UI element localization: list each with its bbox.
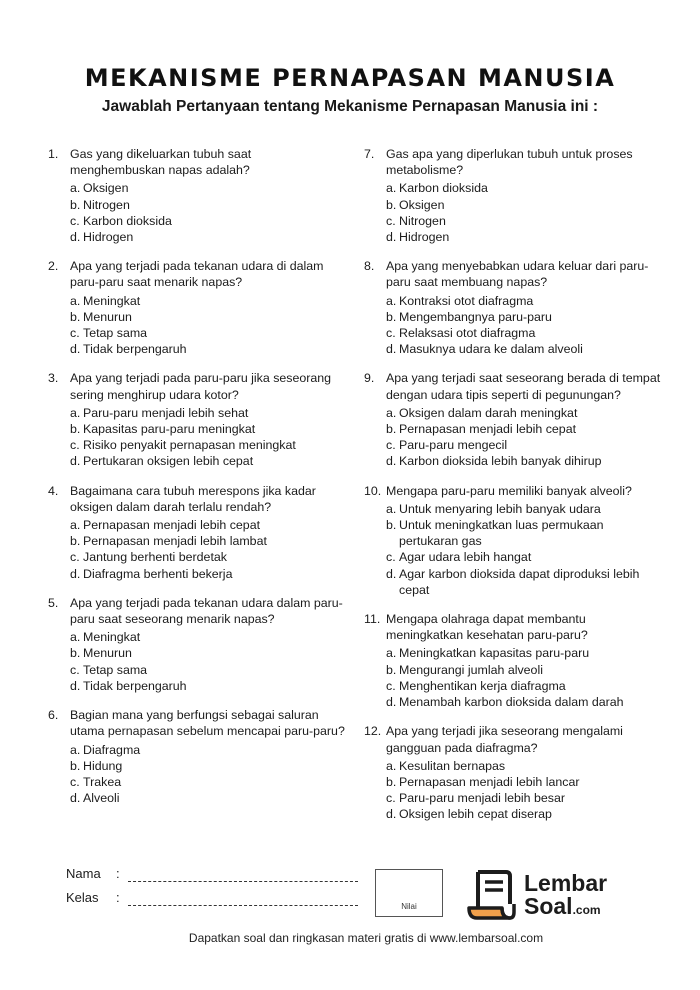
option-text: Meningkat	[83, 293, 141, 308]
option-text: Hidrogen	[83, 230, 134, 245]
answer-option[interactable]	[386, 774, 664, 790]
question-number: 3.	[48, 371, 59, 386]
question-number: 11.	[364, 612, 381, 627]
question-number: 8.	[364, 259, 375, 274]
answer-option[interactable]	[386, 678, 664, 694]
option-letter: a.	[386, 758, 397, 773]
option-text: Tetap sama	[83, 662, 148, 677]
option-letter: c.	[386, 550, 396, 565]
option-letter: d.	[70, 454, 81, 469]
option-text: Meningkatkan kapasitas paru-paru	[399, 646, 590, 661]
kelas-field[interactable]	[128, 905, 358, 906]
question-text: Gas yang dikeluarkan tubuh saat menghembuskan napas adalah?	[70, 147, 252, 178]
answer-option[interactable]	[386, 325, 664, 341]
option-text: Paru-paru mengecil	[399, 438, 508, 453]
answer-option[interactable]	[70, 517, 348, 533]
option-letter: c.	[70, 550, 80, 565]
question-text: Apa yang menyebabkan udara keluar dari paru-paru saat membuang napas?	[386, 259, 649, 290]
answer-option[interactable]	[386, 341, 664, 357]
option-letter: a.	[386, 405, 397, 420]
answer-option[interactable]	[386, 501, 664, 517]
option-letter: c.	[70, 213, 80, 228]
option-letter: b.	[386, 774, 397, 789]
answer-option[interactable]	[70, 341, 348, 357]
option-letter: d.	[386, 807, 397, 822]
option-letter: b.	[70, 197, 81, 212]
option-text: Menghentikan kerja diafragma	[399, 678, 566, 693]
option-text: Kapasitas paru-paru meningkat	[83, 422, 256, 437]
document-scroll-icon	[466, 868, 516, 922]
answer-option[interactable]	[70, 325, 348, 341]
answer-option[interactable]	[386, 790, 664, 806]
option-text: Menambah karbon dioksida dalam darah	[399, 695, 624, 710]
option-text: Hidrogen	[399, 230, 450, 245]
option-text: Tidak berpengaruh	[83, 342, 187, 357]
option-text: Untuk menyaring lebih banyak udara	[399, 501, 601, 516]
option-letter: c.	[386, 791, 396, 806]
option-text: Masuknya udara ke dalam alveoli	[399, 342, 583, 357]
option-text: Paru-paru menjadi lebih besar	[399, 791, 565, 806]
option-letter: a.	[70, 181, 81, 196]
option-letter: c.	[386, 326, 396, 341]
question-text: Bagaimana cara tubuh merespons jika kadar oksigen dalam darah terlalu rendah?	[70, 483, 316, 514]
question-item	[48, 595, 348, 694]
answer-option[interactable]	[70, 742, 348, 758]
answer-option[interactable]	[386, 229, 664, 245]
answer-option[interactable]	[70, 229, 348, 245]
option-letter: d.	[386, 230, 397, 245]
option-letter: d.	[70, 342, 81, 357]
answer-option[interactable]	[386, 566, 664, 598]
answer-option[interactable]	[386, 405, 664, 421]
nilai-label: Nilai	[401, 902, 417, 911]
question-item	[48, 146, 348, 245]
question-text: Mengapa paru-paru memiliki banyak alveoli?	[386, 483, 632, 498]
option-letter: a.	[70, 742, 81, 757]
answer-option[interactable]	[70, 293, 348, 309]
answer-option[interactable]	[386, 758, 664, 774]
question-number: 10.	[364, 483, 382, 498]
option-text: Mengurangi jumlah alveoli	[399, 662, 543, 677]
option-letter: b.	[70, 646, 81, 661]
question-text: Apa yang terjadi pada paru-paru jika seseorang sering menghirup udara kotor?	[70, 371, 332, 402]
answer-option[interactable]	[386, 180, 664, 196]
option-text: Tetap sama	[83, 326, 148, 341]
option-text: Meningkat	[83, 630, 141, 645]
option-letter: d.	[70, 230, 81, 245]
option-letter: b.	[386, 662, 397, 677]
option-letter: c.	[70, 326, 80, 341]
logo-text-lembar: Lembar	[524, 870, 608, 896]
question-text: Apa yang terjadi pada tekanan udara di dalam paru-paru saat menarik napas?	[70, 259, 324, 290]
answer-option[interactable]	[70, 213, 348, 229]
questions-column-left	[48, 146, 348, 819]
answer-option[interactable]	[70, 197, 348, 213]
option-text: Pertukaran oksigen lebih cepat	[83, 454, 254, 469]
option-letter: d.	[386, 566, 397, 581]
question-text: Apa yang terjadi pada tekanan udara dalam paru-paru saat seseorang menarik napas?	[70, 595, 343, 627]
option-text: Agar udara lebih hangat	[399, 550, 532, 565]
answer-option[interactable]	[70, 774, 348, 790]
option-letter: b.	[386, 518, 397, 533]
answer-option[interactable]	[70, 662, 348, 678]
question-number: 5.	[48, 595, 59, 610]
answer-option[interactable]	[386, 662, 664, 678]
answer-option[interactable]	[70, 566, 348, 582]
answer-option[interactable]	[70, 758, 348, 774]
option-letter: c.	[70, 438, 80, 453]
question-text: Bagian mana yang berfungsi sebagai saluran utama pernapasan sebelum mencapai paru-paru?	[70, 708, 345, 739]
question-text: Gas apa yang diperlukan tubuh untuk proses metabolisme?	[386, 147, 633, 178]
kelas-colon: :	[116, 890, 120, 905]
answer-option[interactable]	[70, 678, 348, 694]
option-text: Alveoli	[83, 791, 120, 806]
answer-option[interactable]	[70, 549, 348, 565]
option-text: Oksigen	[399, 197, 445, 212]
answer-option[interactable]	[386, 694, 664, 710]
answer-option[interactable]	[386, 806, 664, 822]
answer-option[interactable]	[70, 645, 348, 661]
question-text: Apa yang terjadi jika seseorang mengalami gangguan pada diafragma?	[386, 724, 623, 755]
option-letter: d.	[386, 454, 397, 469]
option-letter: d.	[386, 695, 397, 710]
option-text: Karbon dioksida	[399, 181, 488, 196]
option-text: Mengembangnya paru-paru	[399, 309, 552, 324]
nilai-box[interactable]	[375, 869, 443, 917]
option-letter: b.	[70, 534, 81, 549]
answer-option[interactable]	[386, 213, 664, 229]
answer-option[interactable]	[386, 293, 664, 309]
option-letter: d.	[70, 678, 81, 693]
option-letter: a.	[386, 646, 397, 661]
answer-option[interactable]	[70, 309, 348, 325]
answer-option[interactable]	[70, 533, 348, 549]
questions-column-right	[364, 146, 664, 836]
option-text: Pernapasan menjadi lebih lambat	[83, 534, 267, 549]
question-number: 4.	[48, 483, 59, 498]
option-text: Oksigen lebih cepat diserap	[399, 807, 552, 822]
question-item	[48, 258, 348, 357]
answer-option[interactable]	[70, 421, 348, 437]
answer-option[interactable]	[386, 421, 664, 437]
worksheet-subtitle: Jawablah Pertanyaan tentang Mekanisme Pernapasan Manusia ini :	[101, 98, 599, 115]
option-letter: d.	[70, 566, 81, 581]
question-number: 9.	[364, 371, 375, 386]
option-text: Risiko penyakit pernapasan meningkat	[83, 438, 296, 453]
option-text: Oksigen dalam darah meningkat	[399, 405, 578, 420]
option-text: Tidak berpengaruh	[83, 678, 187, 693]
answer-option[interactable]	[386, 549, 664, 565]
question-text: Mengapa olahraga dapat membantu meningkatkan kesehatan paru-paru?	[386, 612, 588, 643]
option-letter: a.	[386, 181, 397, 196]
option-letter: a.	[386, 293, 397, 308]
question-item	[48, 370, 348, 469]
option-text: Untuk meningkatkan luas permukaan pertukaran gas	[399, 518, 604, 549]
option-letter: b.	[386, 197, 397, 212]
option-letter: d.	[386, 342, 397, 357]
kelas-label: Kelas	[66, 890, 99, 905]
answer-option[interactable]	[386, 197, 664, 213]
option-letter: c.	[386, 438, 396, 453]
option-text: Menurun	[83, 309, 132, 324]
nama-colon: :	[116, 866, 120, 881]
option-letter: a.	[70, 293, 81, 308]
option-letter: a.	[70, 405, 81, 420]
option-text: Pernapasan menjadi lebih lancar	[399, 774, 580, 789]
answer-option[interactable]	[70, 405, 348, 421]
question-item	[364, 611, 664, 710]
option-text: Diafragma berhenti bekerja	[83, 566, 233, 581]
option-text: Trakea	[83, 774, 122, 789]
option-text: Nitrogen	[399, 213, 446, 228]
option-text: Diafragma	[83, 742, 141, 757]
option-letter: b.	[70, 422, 81, 437]
option-text: Pernapasan menjadi lebih cepat	[399, 422, 577, 437]
answer-option[interactable]	[386, 453, 664, 469]
answer-option[interactable]	[70, 629, 348, 645]
option-letter: c.	[386, 678, 396, 693]
question-number: 1.	[48, 147, 59, 161]
option-letter: a.	[70, 518, 81, 533]
option-text: Oksigen	[83, 181, 129, 196]
option-letter: a.	[70, 630, 81, 645]
logo-text-soal-word: Soal	[524, 893, 573, 919]
answer-option[interactable]	[386, 645, 664, 661]
worksheet-title: MEKANISME PERNAPASAN MANUSIA	[84, 64, 616, 92]
answer-option[interactable]	[70, 453, 348, 469]
option-letter: a.	[386, 501, 397, 516]
nama-field[interactable]	[128, 881, 358, 882]
question-item	[364, 723, 664, 822]
option-text: Hidung	[83, 758, 123, 773]
question-number: 7.	[364, 147, 375, 161]
option-letter: c.	[70, 662, 80, 677]
option-text: Karbon dioksida	[83, 213, 172, 228]
question-number: 12.	[364, 724, 382, 739]
logo-text-soal	[524, 893, 601, 920]
option-text: Nitrogen	[83, 197, 130, 212]
question-item	[364, 146, 664, 245]
footer-note: Dapatkan soal dan ringkasan materi gratis di www.lembarsoal.com	[188, 931, 544, 945]
option-text: Relaksasi otot diafragma	[399, 326, 536, 341]
option-letter: b.	[386, 309, 397, 324]
option-text: Jantung berhenti berdetak	[83, 550, 227, 565]
option-letter: c.	[386, 213, 396, 228]
option-letter: b.	[70, 758, 81, 773]
question-item	[48, 707, 348, 806]
option-text: Kesulitan bernapas	[399, 758, 506, 773]
answer-option[interactable]	[70, 790, 348, 806]
logo-text-com: .com	[572, 903, 601, 917]
answer-option[interactable]	[386, 517, 664, 549]
option-letter: b.	[70, 309, 81, 324]
option-text: Paru-paru menjadi lebih sehat	[83, 405, 249, 420]
option-text: Agar karbon dioksida dapat diproduksi lebih cepat	[399, 566, 640, 597]
question-item	[364, 258, 664, 357]
option-text: Pernapasan menjadi lebih cepat	[83, 518, 261, 533]
option-text: Menurun	[83, 646, 132, 661]
question-number: 2.	[48, 259, 59, 274]
option-letter: c.	[70, 774, 80, 789]
option-text: Karbon dioksida lebih banyak dihirup	[399, 454, 602, 469]
answer-option[interactable]	[386, 309, 664, 325]
question-text: Apa yang terjadi saat seseorang berada di tempat dengan udara tipis seperti di pegunungan?	[386, 371, 661, 402]
question-item	[364, 370, 664, 469]
answer-option[interactable]	[70, 180, 348, 196]
option-letter: d.	[70, 791, 81, 806]
question-item	[48, 483, 348, 582]
question-number: 6.	[48, 708, 59, 723]
answer-option[interactable]	[386, 437, 664, 453]
option-text: Kontraksi otot diafragma	[399, 293, 534, 308]
question-item	[364, 483, 664, 598]
lembarsoal-logo	[466, 866, 626, 922]
nama-label: Nama	[66, 866, 101, 881]
answer-option[interactable]	[70, 437, 348, 453]
option-letter: b.	[386, 422, 397, 437]
